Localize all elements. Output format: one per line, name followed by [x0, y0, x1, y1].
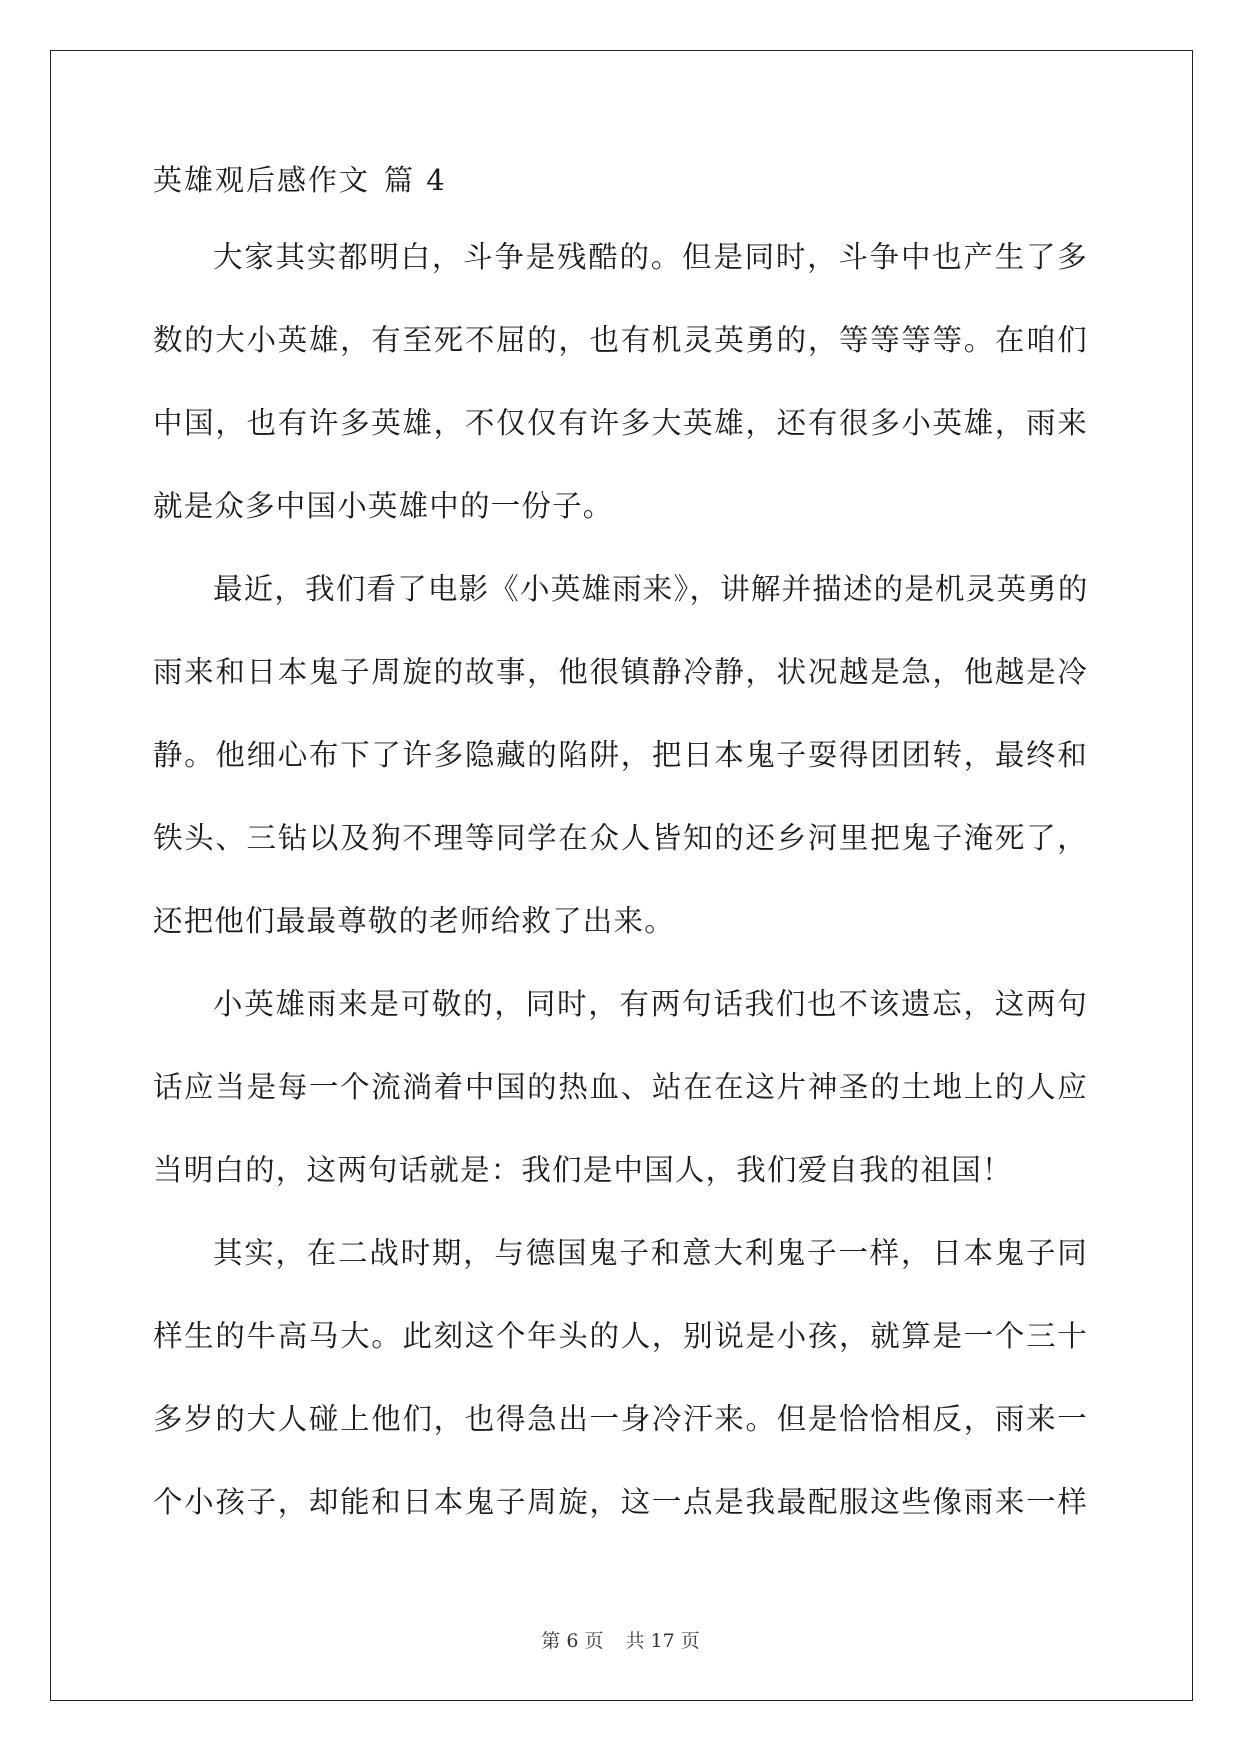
paragraph	[153, 1212, 1088, 1544]
paragraph	[153, 963, 1088, 1212]
page-footer	[0, 1629, 1241, 1653]
paragraph	[153, 216, 1088, 548]
paragraph-line: 数的大小英雄，有至死不屈的，也有机灵英勇的，等等等等。在咱们	[153, 323, 1088, 357]
paragraph-line: 还把他们最最尊敬的老师给救了出来。	[153, 904, 675, 938]
page-total: 共 17 页	[625, 1630, 700, 1652]
paragraph-line: 多岁的大人碰上他们，也得急出一身冷汗来。但是恰恰相反，雨来一	[153, 1402, 1088, 1436]
paragraph-line: 就是众多中国小英雄中的一份子。	[153, 489, 614, 523]
paragraph-line: 大家其实都明白，斗争是残酷的。但是同时，斗争中也产生了多	[213, 240, 1088, 274]
document-body	[153, 160, 1088, 1544]
paragraph-line: 中国，也有许多英雄，不仅仅有许多大英雄，还有很多小英雄，雨来	[153, 406, 1088, 440]
paragraph-line: 个小孩子，却能和日本鬼子周旋，这一点是我最配服这些像雨来一样	[153, 1485, 1088, 1519]
title-main: 英雄观后感作文	[153, 163, 371, 197]
title-part: 篇 4	[384, 163, 447, 197]
paragraph-line: 话应当是每一个流淌着中国的热血、站在在这片神圣的土地上的人应	[153, 1070, 1088, 1104]
paragraph-line: 其实，在二战时期，与德国鬼子和意大利鬼子一样，日本鬼子同	[213, 1236, 1088, 1270]
paragraph-line: 最近，我们看了电影《小英雄雨来》，讲解并描述的是机灵英勇的	[213, 572, 1089, 606]
paragraph-line: 铁头、三钻以及狗不理等同学在众人皆知的还乡河里把鬼子淹死了，	[153, 821, 1088, 855]
paragraph-line: 小英雄雨来是可敬的，同时，有两句话我们也不该遗忘，这两句	[213, 987, 1088, 1021]
paragraph	[153, 548, 1088, 963]
paragraph-line: 当明白的，这两句话就是：我们是中国人，我们爱自我的祖国！	[153, 1153, 1013, 1187]
page-number: 第 6 页	[541, 1630, 604, 1652]
paragraph-line: 雨来和日本鬼子周旋的故事，他很镇静冷静，状况越是急，他越是冷	[153, 655, 1088, 689]
paragraph-line: 样生的牛高马大。此刻这个年头的人，别说是小孩，就算是一个三十	[153, 1319, 1088, 1353]
document-title	[153, 160, 1088, 200]
paragraph-line: 静。他细心布下了许多隐藏的陷阱，把日本鬼子耍得团团转，最终和	[153, 738, 1088, 772]
paragraph-list	[153, 216, 1088, 1544]
